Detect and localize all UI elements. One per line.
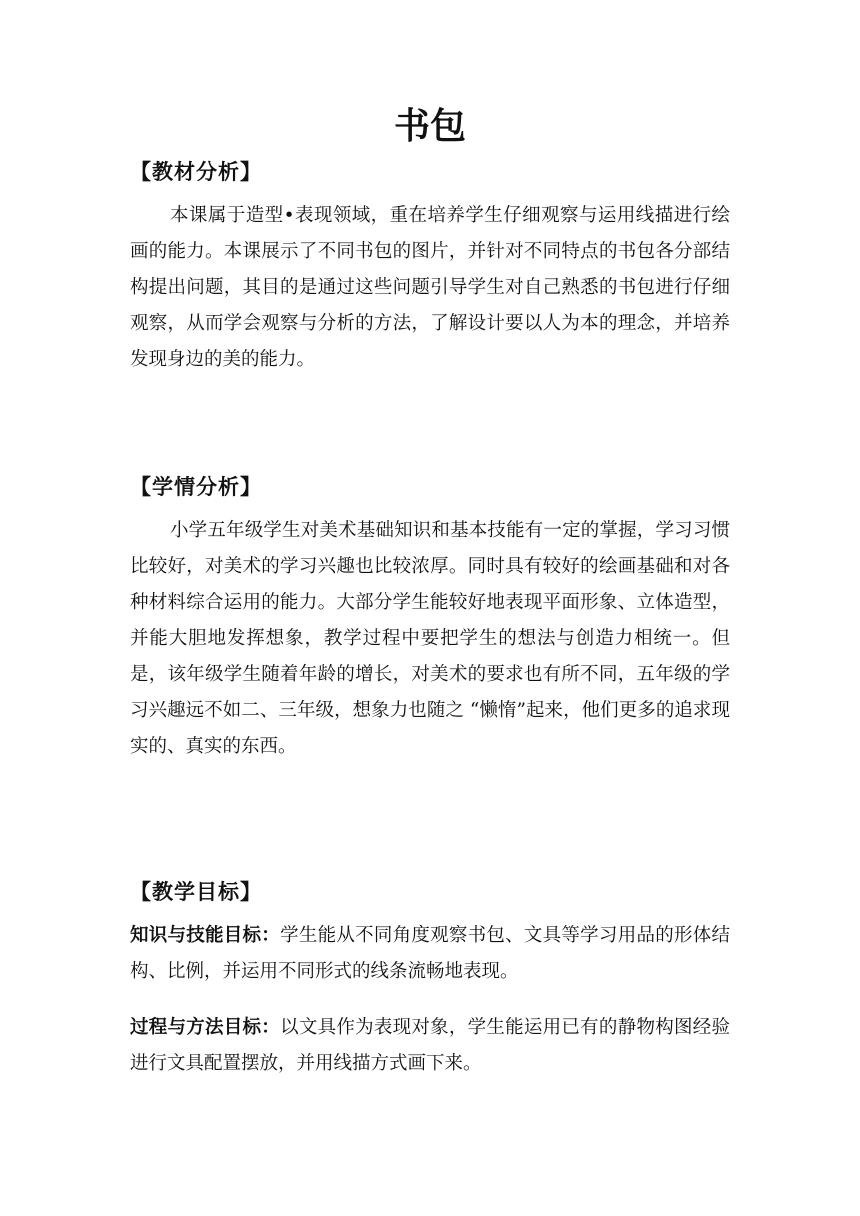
document-title: 书包 (393, 105, 466, 147)
student-analysis-paragraph: 小学五年级学生对美术基础知识和基本技能有一定的掌握，学习习惯比较好，对美术的学习兴趣也比较浓厚。同时具有较好的绘画基础和对各种材料综合运用的能力。大部分学生能较好地表现平面形象、立体造型，并能大胆地发挥想象，教学过程中要把学生的想法与创造力相统一。但是，该年级学生随着年龄的增长，对美术的要求也有所不同，五年级的学习兴趣远不如二、三年级，想象力也随之 “懒惰”起来，他们更多的追求现实的、真实的东西。 (130, 520, 730, 757)
goal-knowledge-skills-text: 学生能从不同角度观察书包、文具等学习用品的形体结构、比例，并运用不同形式的线条流畅地表现。 (130, 925, 730, 982)
goal-process-method-label: 过程与方法目标： (130, 1017, 281, 1038)
goal-knowledge-skills-label: 知识与技能目标： (130, 925, 281, 946)
goal-process-method-text: 以文具作为表现对象，学生能运用已有的静物构图经验进行文具配置摆放，并用线描方式画下来。 (130, 1017, 730, 1074)
section-heading-teaching-goals: 【教学目标】 (130, 879, 262, 904)
goal-process-method (130, 1010, 730, 1082)
textbook-analysis-paragraph: 本课属于造型•表现领域，重在培养学生仔细观察与运用线描进行绘画的能力。本课展示了不同书包的图片，并针对不同特点的书包各分部结构提出问题，其目的是通过这些问题引导学生对自己熟悉的书包进行仔细观察，从而学会观察与分析的方法，了解设计要以人为本的理念，并培养发现身边的美的能力。 (130, 205, 730, 370)
section-heading-student-analysis: 【学情分析】 (130, 474, 262, 499)
section-heading-textbook-analysis: 【教材分析】 (130, 159, 262, 184)
goal-knowledge-skills (130, 918, 730, 990)
